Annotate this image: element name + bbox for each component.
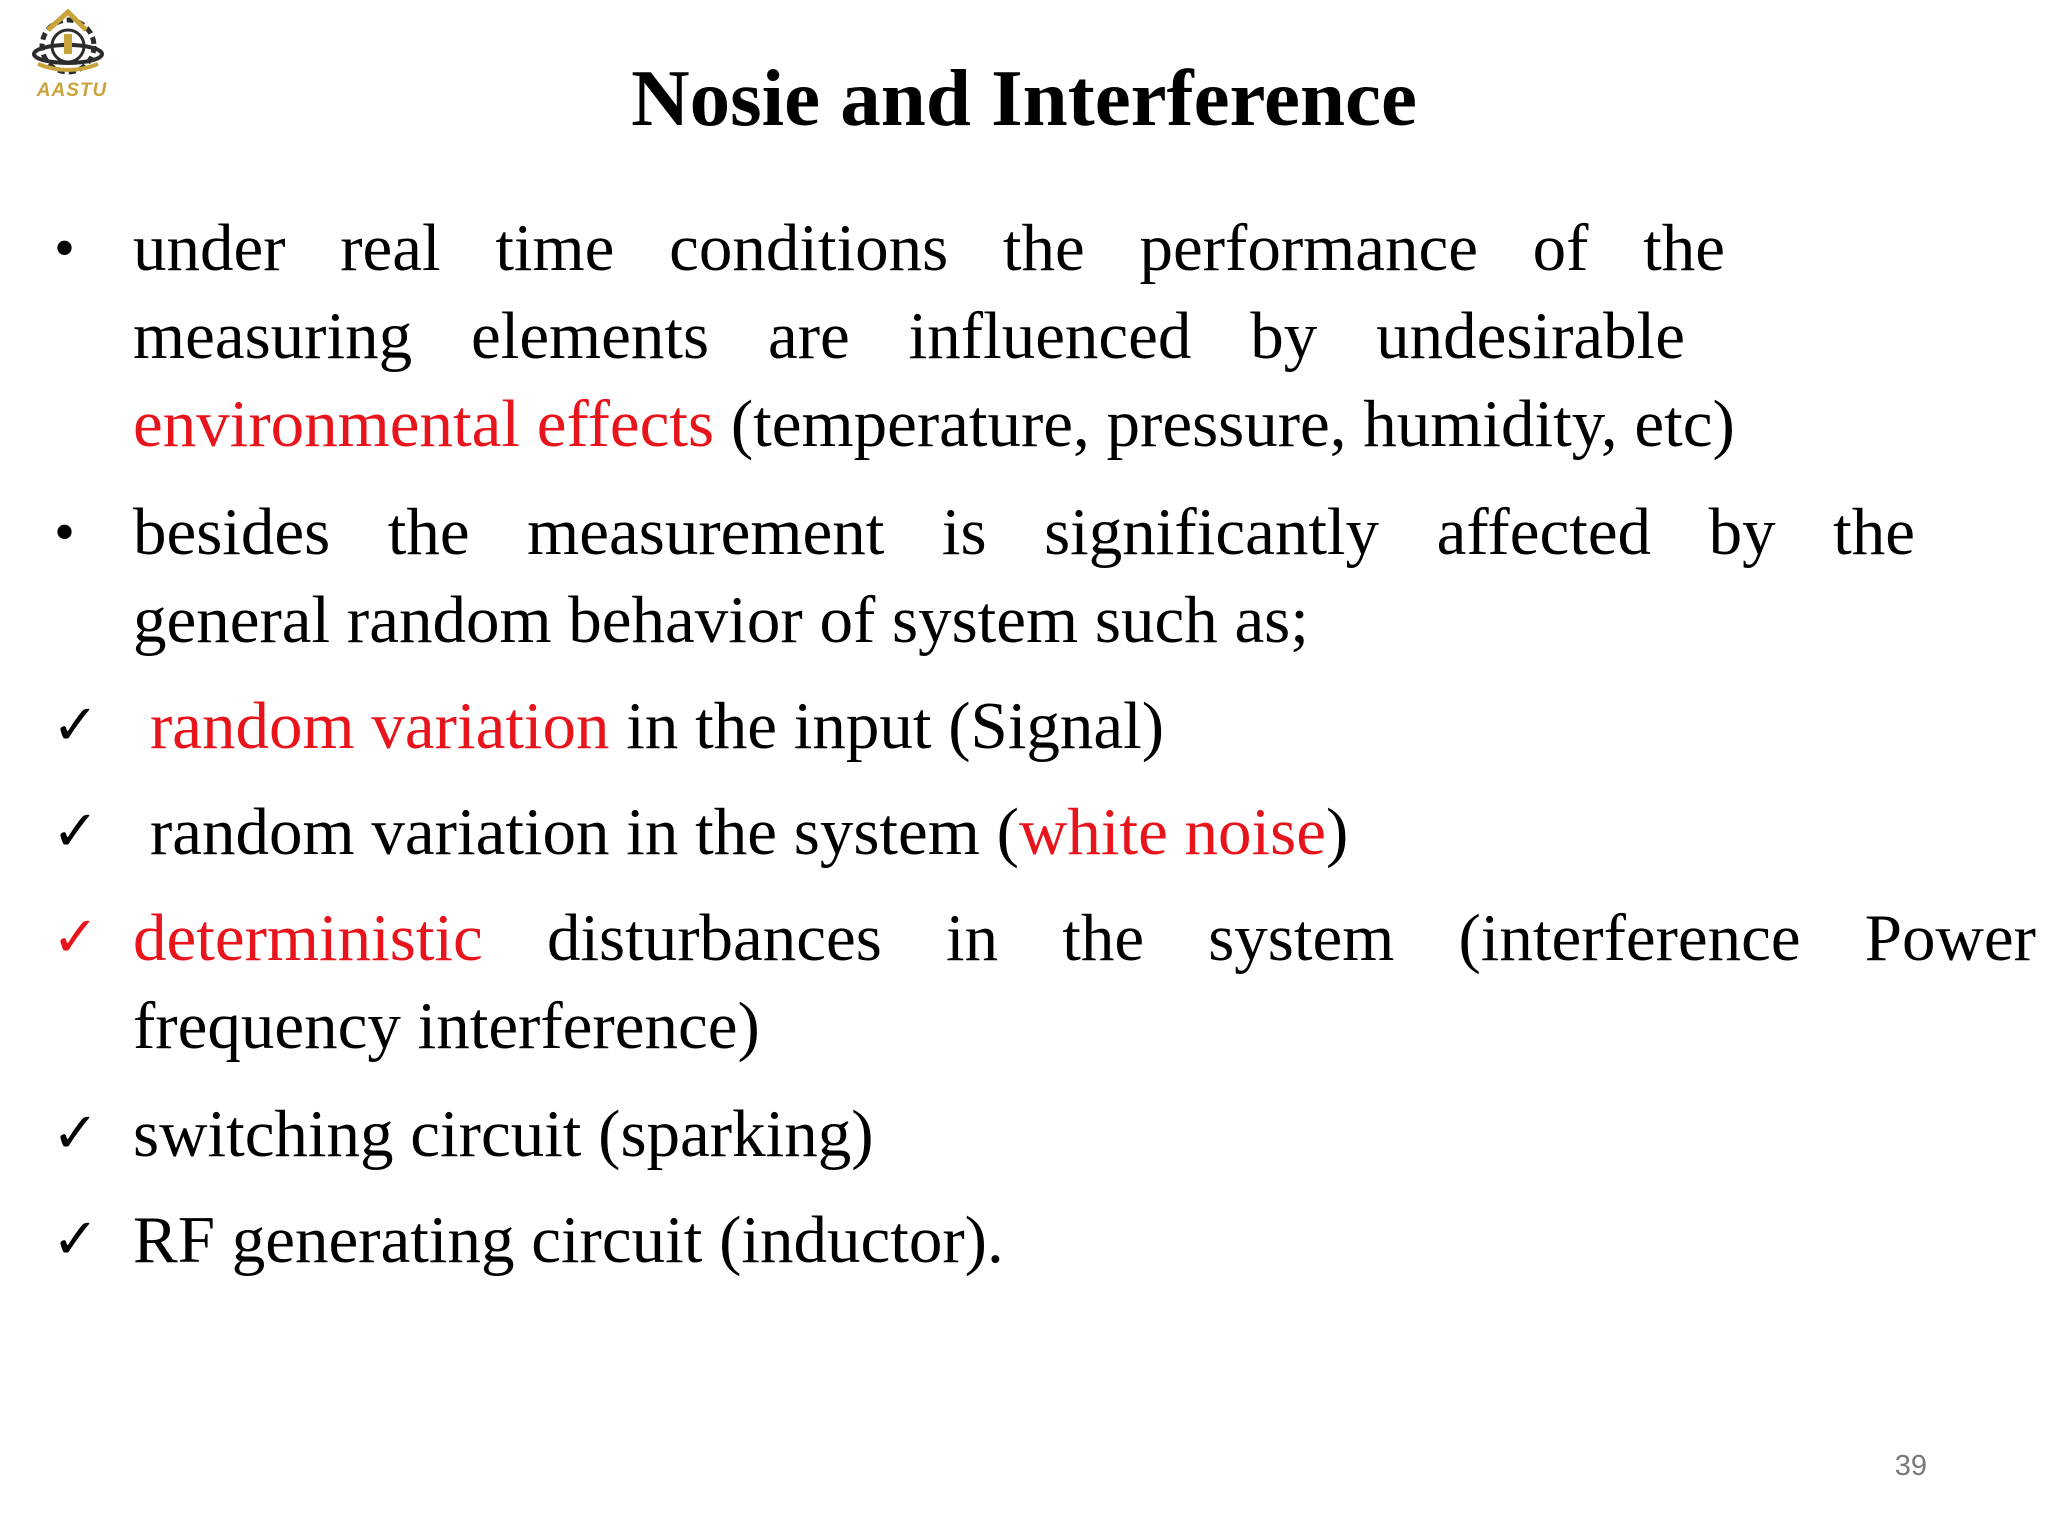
bullet-1-line-1: under real time conditions the performance of the xyxy=(133,211,1725,285)
highlight-random-variation: random variation xyxy=(150,689,610,763)
bullet-marker: • xyxy=(54,215,76,281)
check-item-1-rest: in the input (Signal) xyxy=(609,689,1165,763)
check-item-1 xyxy=(150,686,1164,766)
check-item-2-post: ) xyxy=(1325,795,1349,869)
check-item-2 xyxy=(150,792,1348,872)
check-item-4: switching circuit (sparking) xyxy=(133,1097,874,1171)
logo-text: AASTU xyxy=(36,80,108,101)
check-item-2-pre: random variation in the system ( xyxy=(150,795,1019,869)
checkmark-icon: ✓ xyxy=(52,1207,99,1272)
checkmark-icon: ✓ xyxy=(52,693,99,758)
slide-title: Nosie and Interference xyxy=(631,53,1417,143)
highlight-environmental-effects: environmental effects xyxy=(133,387,715,461)
bullet-1-line-3-rest: (temperature, pressure, humidity, etc) xyxy=(714,387,1735,461)
checkmark-icon: ✓ xyxy=(52,799,99,864)
check-item-3-rest: disturbances in the system (interference Power xyxy=(482,901,2036,975)
checkmark-icon: ✓ xyxy=(52,1101,99,1166)
bullet-marker: • xyxy=(54,499,76,565)
check-item-3-line-1 xyxy=(133,898,2036,978)
highlight-white-noise: white noise xyxy=(1018,795,1326,869)
highlight-deterministic: deterministic xyxy=(133,901,483,975)
check-item-5: RF generating circuit (inductor). xyxy=(133,1203,1004,1277)
bullet-2-line-2: general random behavior of system such as; xyxy=(133,583,1309,657)
bullet-1-line-2: measuring elements are influenced by undesirable xyxy=(133,299,1685,373)
check-item-3-line-2: frequency interference) xyxy=(133,989,760,1063)
bullet-2-line-1: besides the measurement is significantly affected by the xyxy=(133,495,1915,569)
bullet-1-line-3 xyxy=(133,384,1735,464)
page-number: 39 xyxy=(1894,1450,1927,1482)
checkmark-icon: ✓ xyxy=(52,905,99,970)
